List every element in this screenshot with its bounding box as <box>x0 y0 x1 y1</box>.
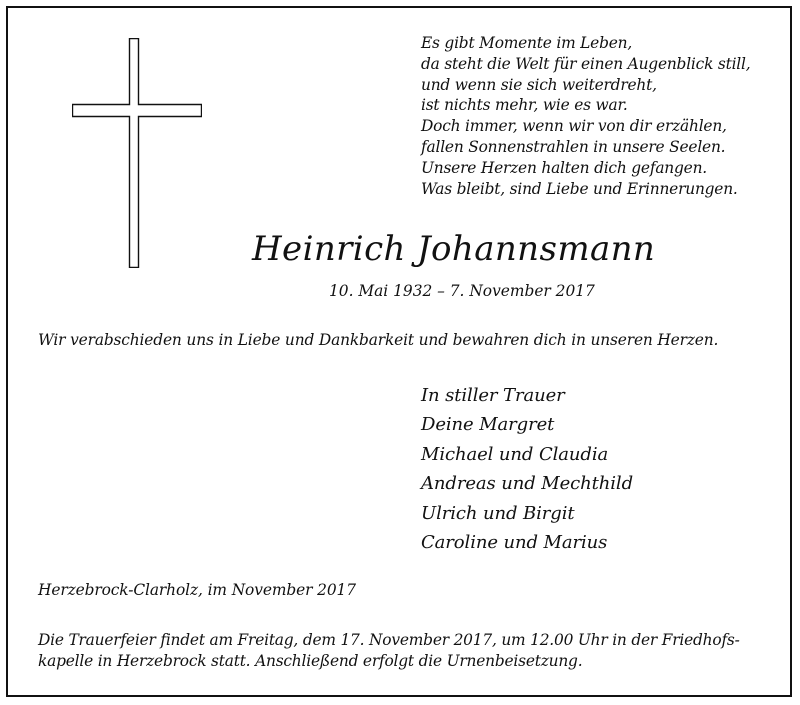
mourner-line: In stiller Trauer <box>421 385 565 406</box>
notice-line: Die Trauerfeier findet am Freitag, dem 17. November 2017, um 12.00 Uhr in der Friedhofs- <box>38 631 740 649</box>
funeral-service-notice <box>38 630 740 672</box>
memorial-poem <box>421 33 781 199</box>
mourner-line: Michael und Claudia <box>421 443 609 465</box>
farewell-text: Wir verabschieden uns in Liebe und Dankbarkeit und bewahren dich in unseren Herzen. <box>38 331 719 349</box>
life-dates: 10. Mai 1932 – 7. November 2017 <box>329 282 595 300</box>
poem-line: ist nichts mehr, wie es war. <box>421 96 628 115</box>
poem-line: Es gibt Momente im Leben, <box>421 34 633 52</box>
notice-line: kapelle in Herzebrock statt. Anschließend erfolgt die Urnenbeisetzung. <box>38 652 583 670</box>
poem-line: und wenn sie sich weiterdreht, <box>421 75 657 94</box>
mourner-line: Deine Margret <box>421 414 555 436</box>
poem-line: fallen Sonnenstrahlen in unsere Seelen. <box>421 137 726 156</box>
poem-line: Unsere Herzen halten dich gefangen. <box>421 158 707 177</box>
mourner-line: Andreas und Mechthild <box>421 473 634 495</box>
deceased-name: Heinrich Johannsmann <box>252 229 656 269</box>
place-and-date: Herzebrock-Clarholz, im November 2017 <box>38 581 356 599</box>
poem-line: da steht die Welt für einen Augenblick still, <box>421 54 751 73</box>
poem-line: Doch immer, wenn wir von dir erzählen, <box>421 117 727 136</box>
mourners-list <box>421 381 633 557</box>
cross-icon <box>72 38 202 268</box>
mourner-line: Caroline und Marius <box>421 532 608 554</box>
mourner-line: Ulrich und Birgit <box>421 502 575 524</box>
poem-line: Was bleibt, sind Liebe und Erinnerungen. <box>421 179 738 198</box>
